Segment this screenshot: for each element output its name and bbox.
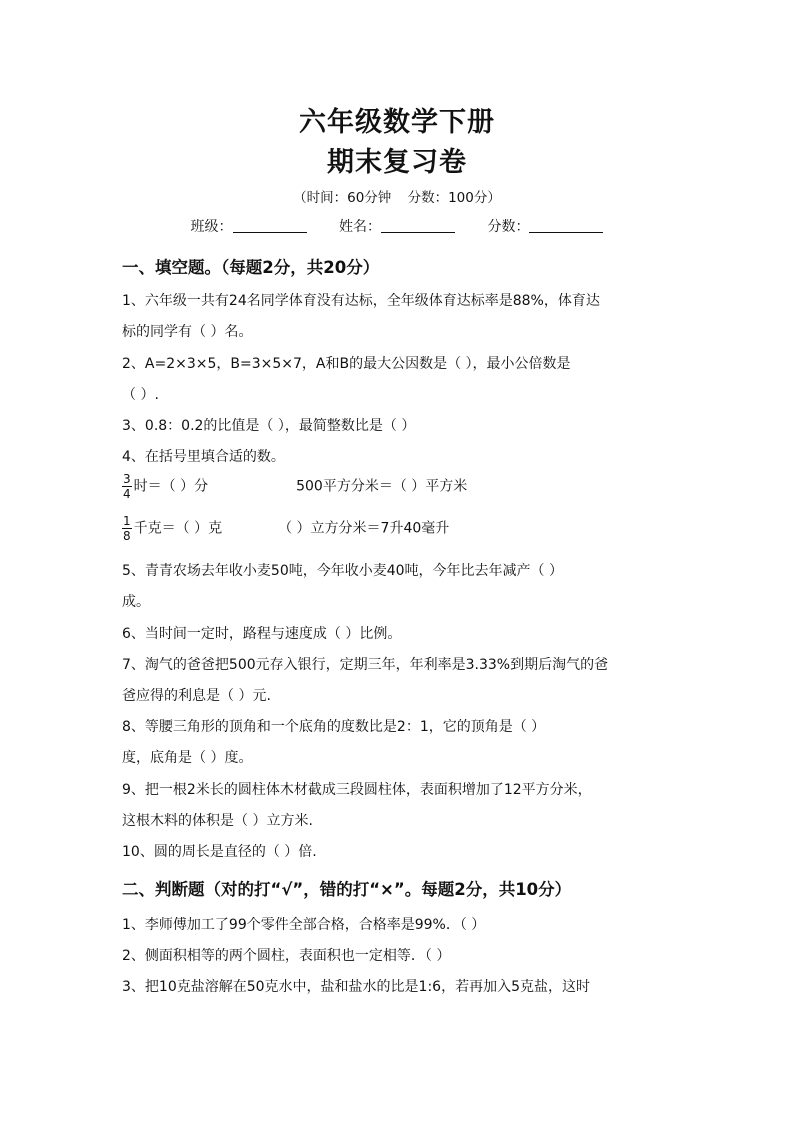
time-info: （时间：60分钟 <box>293 190 392 206</box>
fraction-one-eighth: $\frac{1}{8}$ <box>123 514 131 543</box>
question-7-line-1: 7、淘气的爸爸把500元存入银行，定期三年，年利率是3.33%到期后淘气的爸 <box>122 657 609 673</box>
judgment-3: 3、把10克盐溶解在50克水中，盐和盐水的比是1:6，若再加入5克盐，这时 <box>122 979 590 995</box>
question-1-line-1: 1、六年级一共有24名同学体育没有达标，全年级体育达标率是88%，体育达 <box>122 293 600 309</box>
judgment-1: 1、李师傅加工了99个零件全部合格，合格率是99%．（ ） <box>122 917 486 933</box>
question-5-line-1: 5、青青农场去年收小麦50吨，今年收小麦40吨，今年比去年减产（ ） <box>122 563 563 579</box>
question-4b-left: 千克＝（ ）克 <box>133 520 223 537</box>
question-9-line-1: 9、把一根2米长的圆柱体木材截成三段圆柱体，表面积增加了12平方分米， <box>122 782 592 798</box>
question-4-row-b <box>122 514 672 543</box>
question-6: 6、当时间一定时，路程与速度成（ ）比例。 <box>122 626 402 642</box>
name-blank[interactable] <box>381 218 455 233</box>
total-score-info: 分数：100分） <box>407 190 501 206</box>
exam-meta <box>0 186 794 206</box>
score-blank[interactable] <box>529 218 603 233</box>
section2-heading: 二、判断题（对的打“√”，错的打“×”。每题2分，共10分） <box>122 880 572 899</box>
student-info-fields <box>0 216 794 236</box>
question-5-line-2: 成。 <box>122 594 150 610</box>
question-8-line-1: 8、等腰三角形的顶角和一个底角的度数比是2：1，它的顶角是（ ） <box>122 719 546 735</box>
judgment-2: 2、侧面积相等的两个圆柱，表面积也一定相等．（ ） <box>122 948 451 964</box>
question-4a-right: 500平方分米＝（ ）平方米 <box>296 478 468 495</box>
question-8-line-2: 度，底角是（ ）度。 <box>122 750 253 766</box>
exam-title: 六年级数学下册 <box>299 107 495 138</box>
question-4a-left: 时＝（ ）分 <box>133 478 209 495</box>
question-10: 10、圆的周长是直径的（ ）倍. <box>122 844 317 860</box>
question-7-line-2: 爸应得的利息是（ ）元. <box>122 688 271 704</box>
class-label: 班级： <box>190 219 233 235</box>
question-3: 3、0.8：0.2的比值是（ ），最简整数比是（ ） <box>122 418 416 434</box>
question-1-line-2: 标的同学有（ ）名。 <box>122 324 253 340</box>
score-label: 分数： <box>487 219 530 235</box>
question-9-line-2: 这根木料的体积是（ ）立方米. <box>122 813 313 829</box>
exam-subtitle: 期末复习卷 <box>327 147 467 178</box>
name-field <box>339 216 455 236</box>
section1-heading: 一、填空题。（每题2分，共20分） <box>122 258 380 277</box>
fraction-three-quarters: $\frac{3}{4}$ <box>123 472 131 501</box>
question-2-line-2: （ ）. <box>122 387 159 403</box>
class-field <box>191 216 307 236</box>
question-2-line-1: 2、A=2×3×5，B=3×5×7，A和B的最大公因数是（ ），最小公倍数是 <box>122 356 571 372</box>
class-blank[interactable] <box>233 218 307 233</box>
question-4: 4、在括号里填合适的数。 <box>122 449 285 465</box>
question-4-row-a <box>122 472 672 501</box>
name-label: 姓名： <box>339 219 381 235</box>
question-4b-right: （ ）立方分米＝7升40毫升 <box>278 520 450 537</box>
score-field <box>487 216 603 236</box>
